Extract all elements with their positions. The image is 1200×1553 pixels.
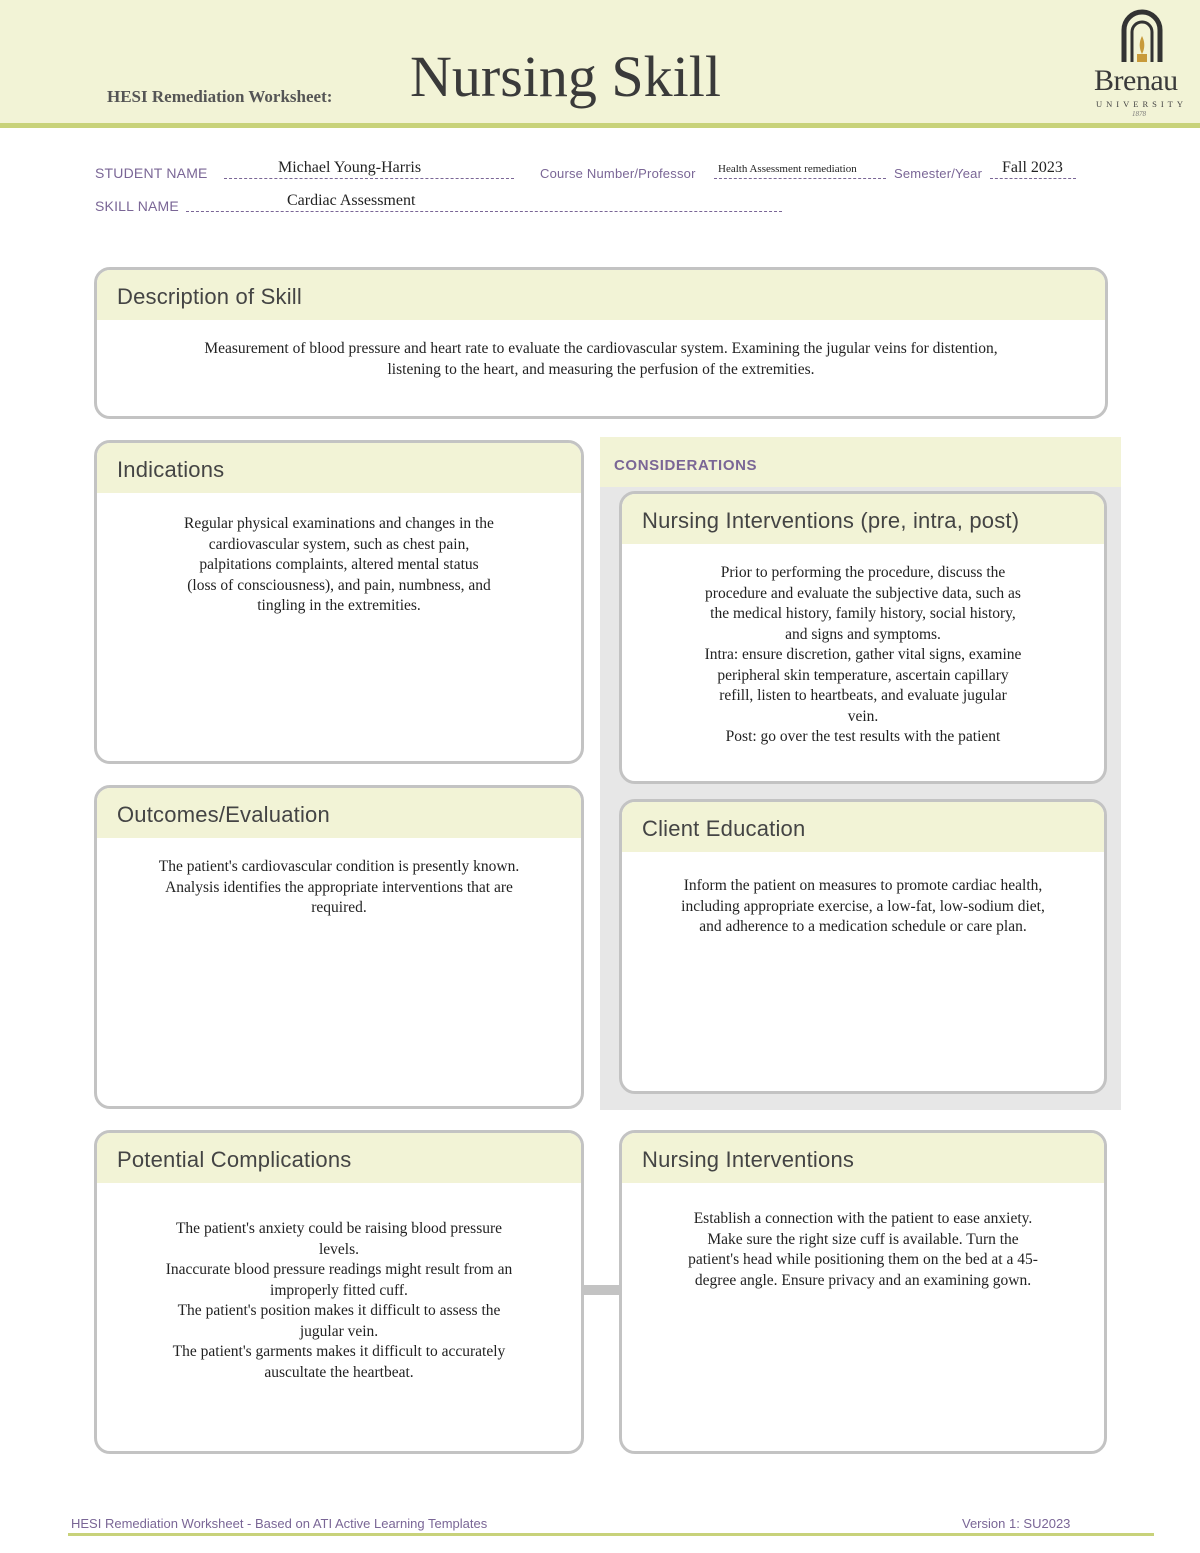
header-divider — [0, 123, 1200, 128]
client-education-title: Client Education — [642, 816, 806, 841]
potential-complications-title: Potential Complications — [117, 1147, 352, 1172]
skill-name-value[interactable]: Cardiac Assessment — [287, 192, 416, 209]
nursing-interventions-box — [619, 1130, 1107, 1454]
nursing-interventions-pre-title: Nursing Interventions (pre, intra, post) — [642, 508, 1020, 533]
footer-divider — [68, 1533, 1154, 1536]
outcomes-header — [97, 788, 581, 838]
nursing-interventions-pre-body[interactable]: Prior to performing the procedure, discuss the procedure and evaluate the subjective data, such as the medical history, family history, social history, and signs and symptoms. Intra: ensure discretion, gather vital signs, examine peripheral skin temperature, ascertain capillary refill, listen to heartbeats, and evaluate jugular vein. Post: go over the test results with the patient — [704, 564, 1022, 745]
description-title: Description of Skill — [117, 284, 302, 309]
nursing-interventions-pre-header — [622, 494, 1104, 544]
course-line — [714, 178, 886, 179]
indications-box — [94, 440, 584, 764]
page-title: Nursing Skill — [410, 44, 721, 109]
semester-label: Semester/Year — [894, 166, 983, 181]
student-name-label: STUDENT NAME — [95, 165, 208, 181]
nursing-interventions-header — [622, 1133, 1104, 1183]
arch-logo-icon — [1120, 6, 1164, 64]
potential-complications-box — [94, 1130, 584, 1454]
nursing-interventions-pre-box — [619, 491, 1107, 784]
client-education-header — [622, 802, 1104, 852]
indications-header — [97, 443, 581, 493]
nursing-interventions-body[interactable]: Establish a connection with the patient to ease anxiety. Make sure the right size cuff is available. Turn the patient's head while positioning them on the bed at a 45- degree angle. Ensure privacy and an examining gown. — [688, 1210, 1038, 1289]
client-education-box — [619, 799, 1107, 1094]
nursing-interventions-title: Nursing Interventions — [642, 1147, 855, 1172]
outcomes-box — [94, 785, 584, 1109]
logo-year: 1878 — [1132, 110, 1146, 118]
indications-title: Indications — [117, 457, 225, 482]
skill-name-line — [186, 211, 782, 212]
outcomes-title: Outcomes/Evaluation — [117, 802, 330, 827]
semester-value[interactable]: Fall 2023 — [1002, 159, 1063, 176]
potential-complications-header — [97, 1133, 581, 1183]
course-label: Course Number/Professor — [540, 166, 696, 181]
considerations-label: CONSIDERATIONS — [614, 457, 758, 474]
brenau-logo — [1090, 6, 1200, 122]
connector-bar — [584, 1285, 620, 1295]
description-body[interactable]: Measurement of blood pressure and heart rate to evaluate the cardiovascular system. Examining the jugular veins for distention, listening to the heart, and measuring the perfusion of the extremities. — [204, 340, 998, 378]
logo-wordmark: Brenau — [1094, 64, 1178, 97]
indications-body[interactable]: Regular physical examinations and changes in the cardiovascular system, such as chest pain, palpitations complaints, altered mental status (loss of consciousness), and pain, numbness, and tingling in the extremities. — [184, 515, 494, 614]
potential-complications-body[interactable]: The patient's anxiety could be raising blood pressure levels. Inaccurate blood pressure readings might result from an improperly fitted cuff. The patient's position makes it difficult to assess the jugular vein. The patient's garments makes it difficult to accurately auscultate the heartbeat. — [165, 1220, 513, 1381]
student-name-line — [224, 178, 514, 179]
student-name-value[interactable]: Michael Young-Harris — [278, 159, 422, 176]
description-box — [94, 267, 1108, 419]
footer-source: HESI Remediation Worksheet - Based on ATI Active Learning Templates — [71, 1516, 488, 1531]
client-education-body[interactable]: Inform the patient on measures to promote cardiac health, including appropriate exercise, a low-fat, low-sodium diet, and adherence to a medication schedule or care plan. — [681, 877, 1045, 935]
semester-line — [990, 178, 1076, 179]
logo-subtitle: UNIVERSITY — [1096, 99, 1187, 109]
outcomes-body[interactable]: The patient's cardiovascular condition is presently known. Analysis identifies the appropriate interventions that are required. — [158, 858, 520, 916]
footer-version: Version 1: SU2023 — [962, 1516, 1071, 1531]
description-header — [97, 270, 1105, 320]
course-value[interactable]: Health Assessment remediation — [718, 163, 857, 175]
skill-name-label: SKILL NAME — [95, 198, 179, 214]
worksheet-label: HESI Remediation Worksheet: — [107, 87, 333, 106]
